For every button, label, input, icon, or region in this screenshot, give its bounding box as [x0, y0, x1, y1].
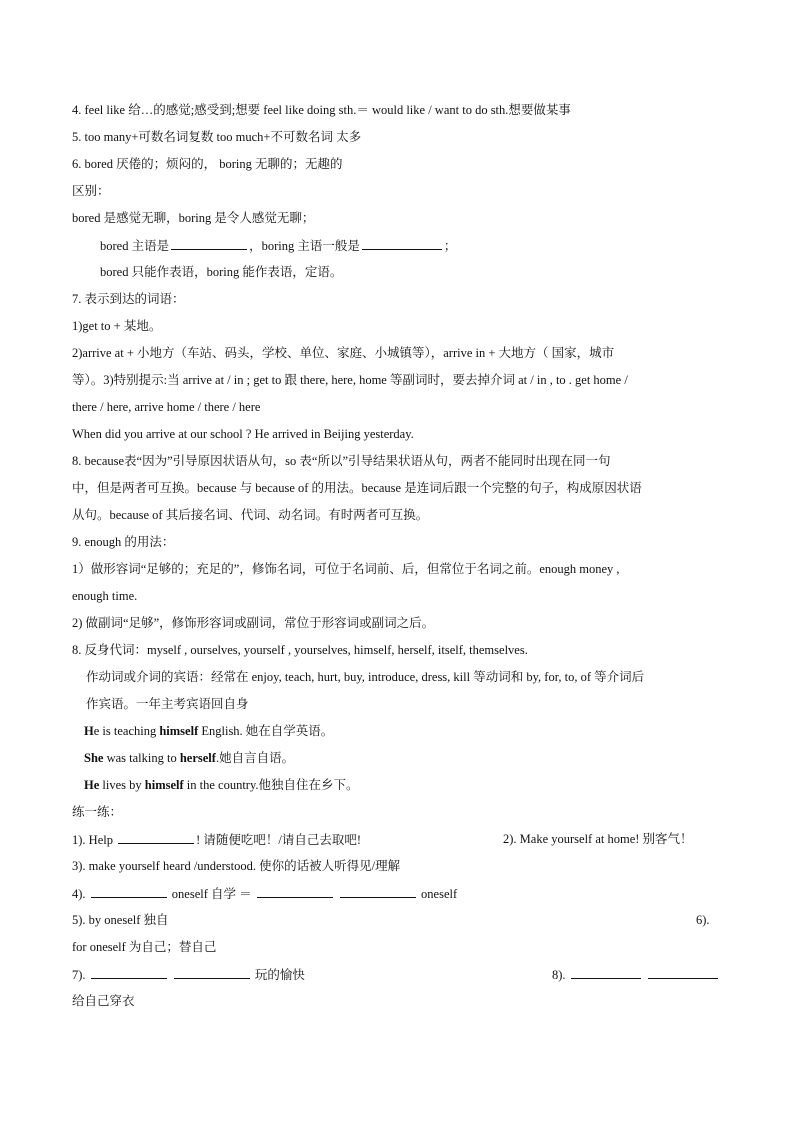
note-get-to: 1)get to + 某地。	[72, 319, 162, 333]
arrival-heading: 7. 表示到达的词语：	[72, 292, 185, 306]
note-arrive-home: there / here, arrive home / there / here	[72, 400, 261, 414]
example-bold: himself	[144, 778, 184, 792]
practice-8	[552, 966, 720, 983]
practice-7	[72, 966, 305, 983]
example-herself-talk	[84, 750, 294, 766]
example-bold: H	[84, 724, 94, 738]
reflexive-list: myself , ourselves, yourself , yourselves, himself, herself, itself, themselves.	[147, 643, 528, 657]
note-because-1: 8. because表“因为”引导原因状语从句，so 表“所以”引导结果状语从句，两者不能同时出现在同一句	[72, 454, 611, 468]
note-bored-meaning: bored 是感觉无聊，boring 是令人感觉无聊；	[72, 211, 315, 225]
example-himself-live	[84, 777, 359, 793]
practice-text: 7).	[72, 968, 86, 982]
answer-blank[interactable]	[174, 966, 250, 979]
note-feel-like: 4. feel like 给…的感觉;感受到;想要 feel like doing sth.＝ would like / want to do sth.想要做某事	[72, 103, 571, 117]
practice-text: 4).	[72, 887, 86, 901]
practice-6-number: 6).	[696, 913, 710, 927]
example-bold: herself	[179, 751, 216, 765]
reflexive-label: 8. 反身代词：	[72, 643, 148, 657]
note-predicative: bored 只能作表语，boring 能作表语，定语。	[100, 265, 343, 279]
note-enough-adv: 2) 做副词“足够”，修饰形容词或副词，常位于形容词或副词之后。	[72, 616, 435, 630]
example-bold: She	[84, 751, 104, 765]
note-enough-adj: 1）做形容词“足够的；充足的”，修饰名词，可位于名词前、后，但常位于名词之前。enough money ,	[72, 562, 620, 576]
answer-blank[interactable]	[118, 831, 194, 844]
answer-blank[interactable]	[91, 966, 167, 979]
example-text: e is teaching	[93, 724, 160, 738]
practice-5: 5). by oneself 独自	[72, 913, 169, 927]
example-himself-teach	[84, 723, 333, 739]
enough-heading: 9. enough 的用法：	[72, 535, 175, 549]
note-because-3: 从句。because of 其后接名词、代词、动名词。有时两者可互换。	[72, 508, 429, 522]
practice-6: for oneself 为自己；替自己	[72, 940, 217, 954]
subject-text-1: bored 主语是	[100, 239, 170, 253]
difference-heading: 区别：	[72, 184, 110, 198]
practice-text: 8).	[552, 968, 566, 982]
practice-text: 1). Help	[72, 833, 113, 847]
reflexive-heading	[72, 642, 528, 658]
practice-text: ! 请随便吃吧！/请自己去取吧!	[196, 833, 362, 847]
answer-blank[interactable]	[571, 966, 641, 979]
note-arrive-at: 2)arrive at + 小地方（车站、码头，学校、单位、家庭、小城镇等），arrive in + 大地方（ 国家，城市	[72, 346, 615, 360]
practice-heading: 练一练：	[72, 805, 123, 819]
note-too-many: 5. too many+可数名词复数 too much+不可数名词 太多	[72, 130, 362, 144]
example-text: was talking to	[103, 751, 180, 765]
practice-text: 玩的愉快	[254, 968, 305, 982]
note-subject-line	[100, 237, 456, 254]
answer-blank[interactable]	[91, 885, 167, 898]
example-text: English. 她在自学英语。	[198, 724, 334, 738]
practice-4	[72, 885, 457, 902]
answer-blank[interactable]	[362, 237, 442, 250]
example-bold: himself	[159, 724, 199, 738]
answer-blank[interactable]	[648, 966, 718, 979]
example-text: in the country.他独自住在乡下。	[183, 778, 359, 792]
example-text: lives by	[99, 778, 145, 792]
note-enough-example: enough time.	[72, 589, 138, 603]
example-arrive: When did you arrive at our school ? He arrived in Beijing yesterday.	[72, 427, 414, 441]
answer-blank[interactable]	[340, 885, 416, 898]
example-text: .她自言自语。	[215, 751, 295, 765]
note-arrive-tip: 等）。3)特别提示:当 arrive at / in ; get to 跟 there, here, home 等副词时，要去掉介词 at / in , to . get home /	[72, 373, 628, 387]
example-bold: He	[84, 778, 100, 792]
subject-text-2: ，boring 主语一般是	[249, 239, 360, 253]
practice-3: 3). make yourself heard /understood. 使你的话被人听得见/理解	[72, 859, 401, 873]
practice-text: oneself	[421, 887, 458, 901]
answer-blank[interactable]	[257, 885, 333, 898]
practice-1	[72, 831, 361, 848]
note-because-2: 中，但是两者可互换。because 与 because of 的用法。because 是连词后跟一个完整的句子，构成原因状语	[72, 481, 642, 495]
note-bored-boring: 6. bored 厌倦的；烦闷的， boring 无聊的；无趣的	[72, 157, 343, 171]
note-reflexive-object: 作动词或介词的宾语：经常在 enjoy, teach, hurt, buy, introduce, dress, kill 等动词和 by, for, to, of 等介词后	[86, 670, 645, 684]
practice-text: oneself 自学 ＝	[171, 887, 252, 901]
subject-text-3: ；	[443, 239, 457, 253]
practice-8-meaning: 给自己穿衣	[72, 994, 135, 1008]
note-reflexive-object-2: 作宾语。一年主考宾语回自身	[86, 697, 249, 711]
answer-blank[interactable]	[171, 237, 247, 250]
practice-2: 2). Make yourself at home! 别客气！	[503, 832, 693, 846]
